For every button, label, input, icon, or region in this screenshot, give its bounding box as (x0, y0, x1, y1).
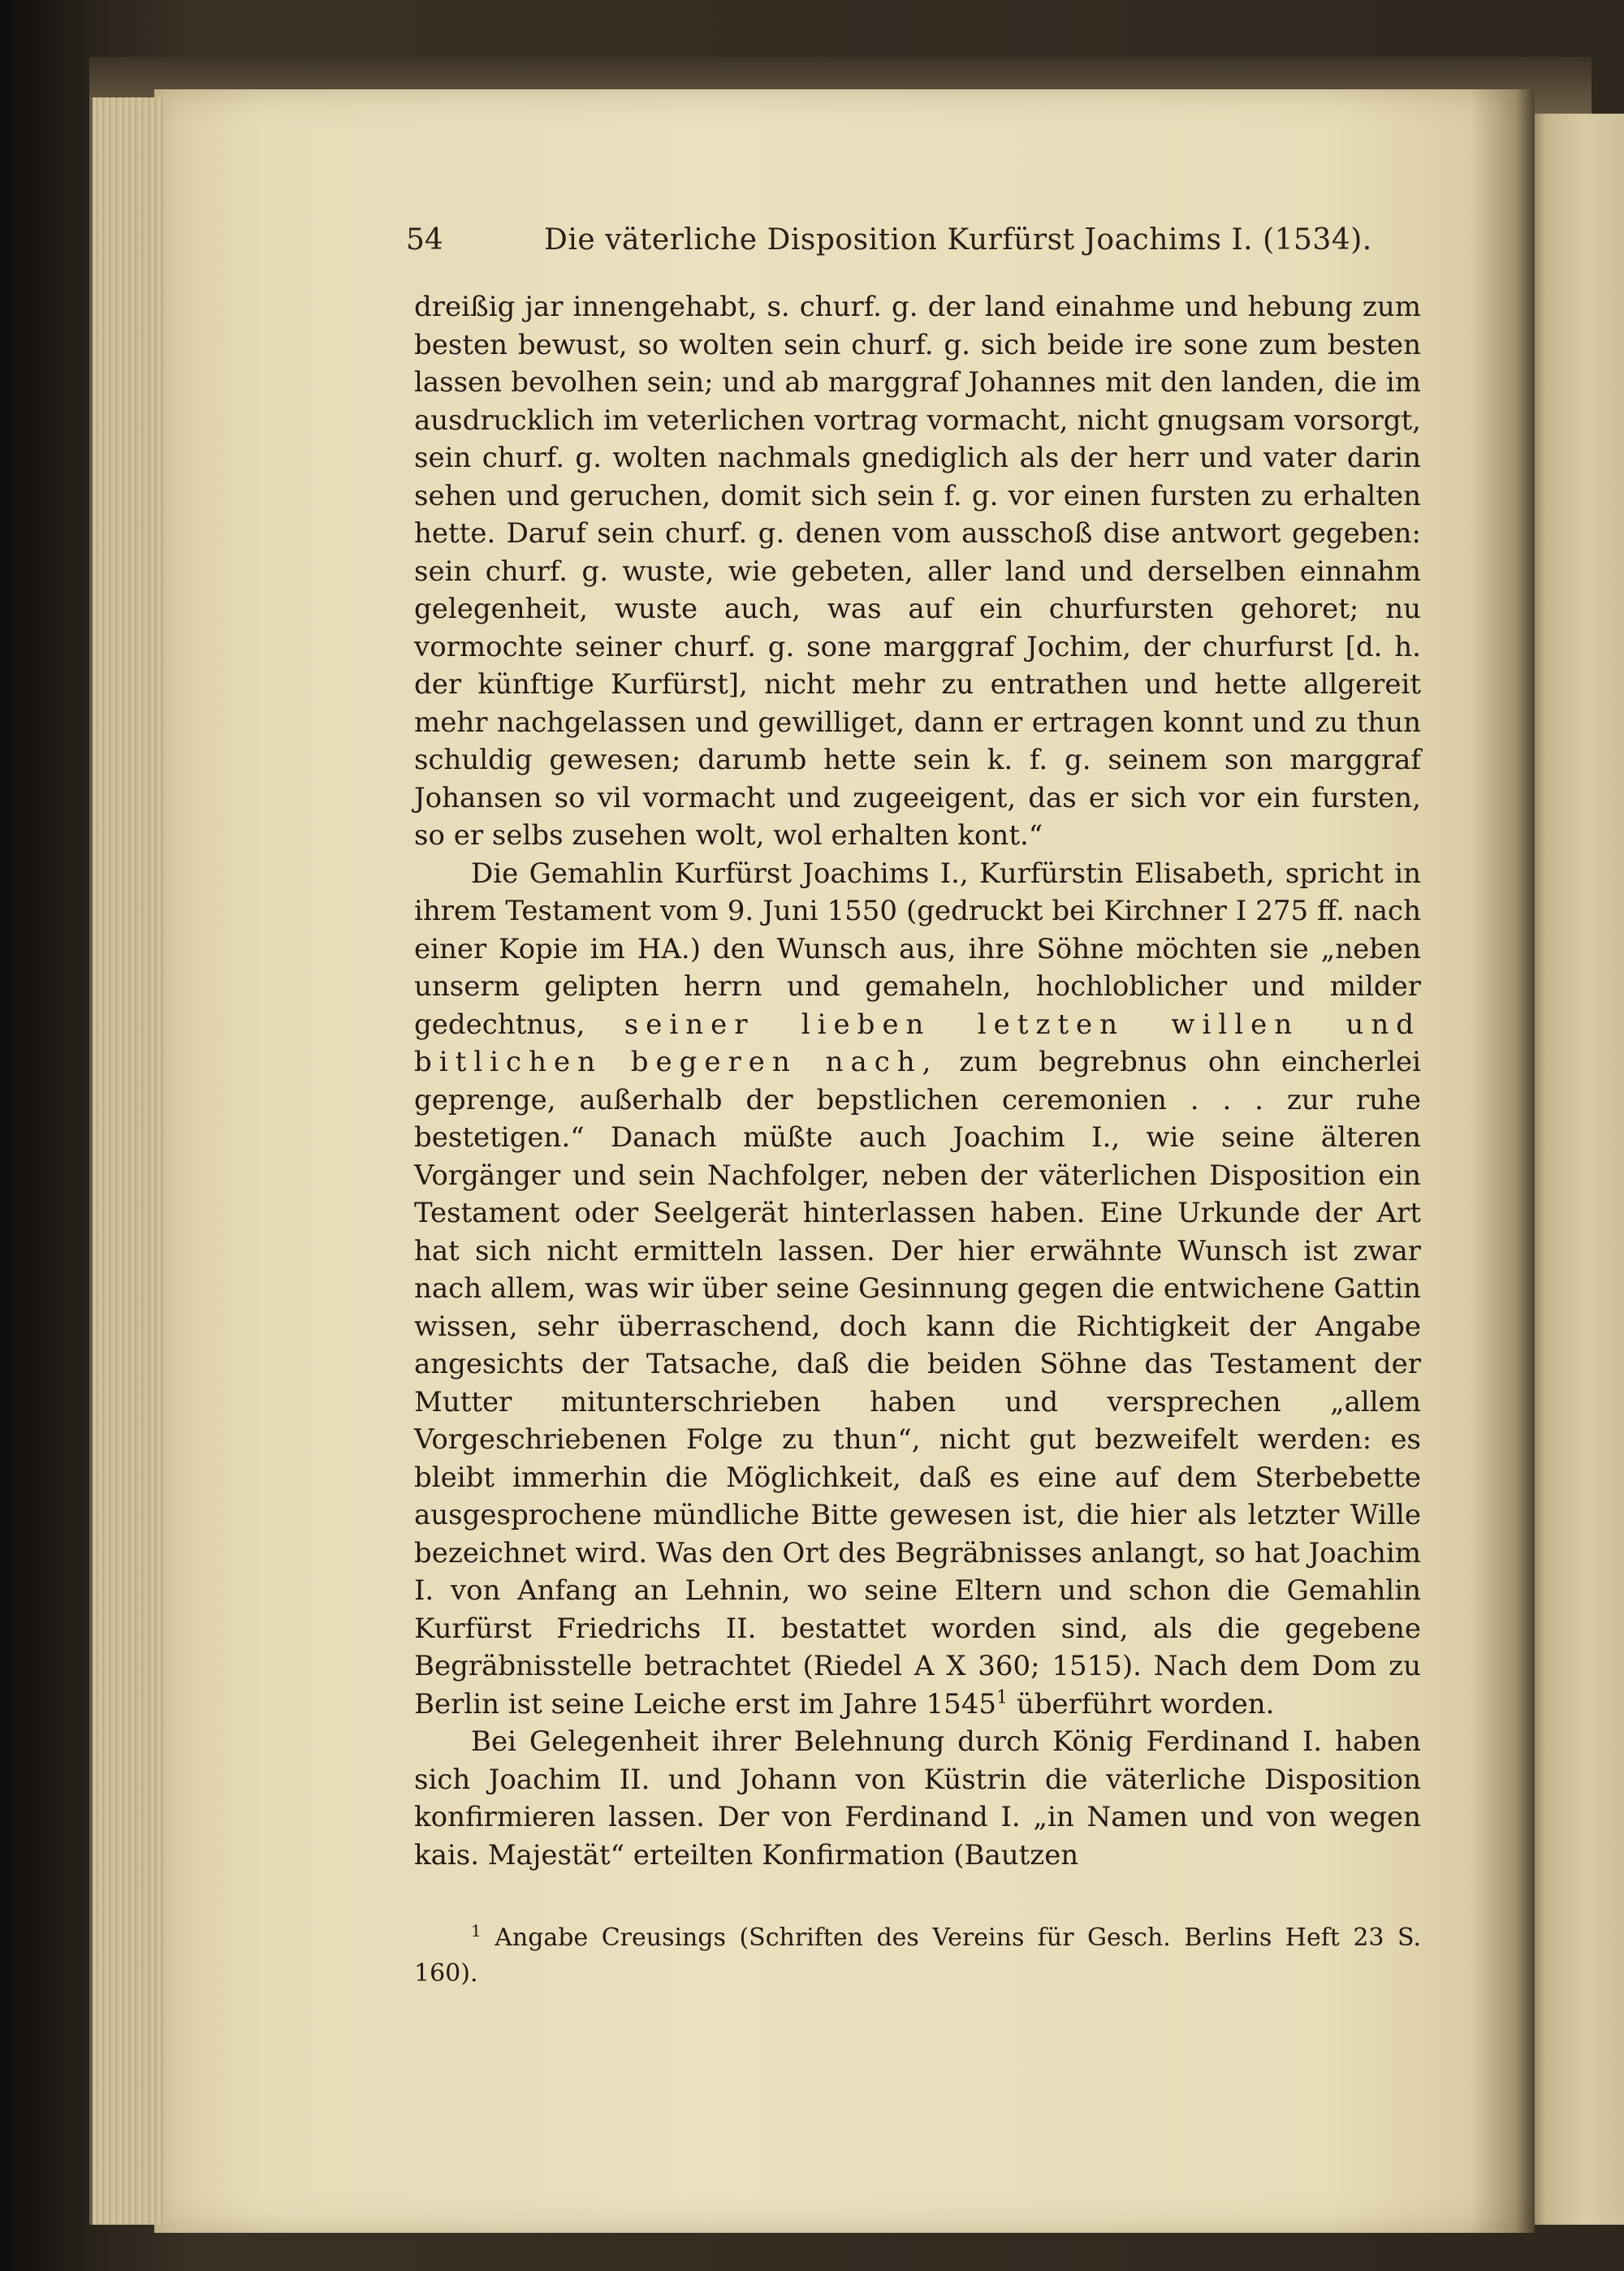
footnote (414, 1920, 1421, 1992)
running-title: Die väterliche Disposition Kurfürst Joachims I. (1534). (544, 223, 1372, 257)
paragraph-1: dreißig jar innengehabt, s. churf. g. der land einahme und hebung zum besten bewust, so wolten sein churf. g. sich beide ire sone zum besten lassen bevolhen sein; und ab marggraf Johannes mit den landen, die im ausdrucklich im veterlichen vortrag vormacht, nicht gnugsam vorsorgt, sein churf. g. wolten nachmals gnediglich als der herr und vater darin sehen und geruchen, domit sich sein f. g. vor einen fursten zu erhalten hette. Daruf sein churf. g. denen vom ausschoß dise antwort gegeben: sein churf. g. wuste, wie gebeten, aller land und derselben einnahm gelegenheit, wuste auch, was auf ein churfursten gehoret; nu vormochte seiner churf. g. sone marggraf Jochim, der churfurst [d. h. der künftige Kurfürst], nicht mehr zu entrathen und hette allgereit mehr nachgelassen und gewilliget, dann er ertragen konnt und zu thun schuldig gewesen; darumb hette sein k. f. g. seinem son marggraf Johansen so vil vormacht und zugeeigent, das er sich vor ein fursten, so er selbs zusehen wolt, wol erhalten kont.“ (414, 291, 1421, 852)
footnote-number: 1 (471, 1921, 482, 1941)
page-number: 54 (406, 223, 443, 257)
gutter-shadow (1470, 89, 1535, 2233)
main-text (414, 288, 1421, 1874)
paragraph-2-part-2: zum begrebnus ohn eincherlei geprenge, außerhalb der bepstlichen ceremonien . . . zur ruhe bestetigen.“ Danach müßte auch Joachim I., wie seine älteren Vorgänger und sein Nachfolger, neben der väterlichen Disposition ein Testament oder Seelgerät hinterlassen haben. Eine Urkunde der Art hat sich nicht ermitteln lassen. Der hier erwähnte Wunsch ist zwar nach allem, was wir über seine Gesinnung gegen die entwichene Gattin wissen, sehr überraschend, doch kann die Richtigkeit der Angabe angesichts der Tatsache, daß die beiden Söhne das Testament der Mutter mitunterschrieben haben und versprechen „allem Vorgeschriebenen Folge zu thun“, nicht gut bezweifelt werden: es bleibt immerhin die Möglichkeit, daß es eine auf dem Sterbebette ausgesprochene mündliche Bitte gewesen ist, die hier als letzter Wille bezeichnet wird. Was den Ort des Begräbnisses anlangt, so hat Joachim I. von Anfang an Lehnin, wo seine Eltern und schon die Gemahlin Kurfürst Friedrichs II. bestattet worden sind, als die gegebene Begräbnisstelle betrachtet (Riedel A X 360; 1515). Nach dem Dom zu Berlin ist seine Leiche erst im Jahre (414, 1046, 1421, 1721)
page-header (406, 223, 1421, 264)
paragraph-2 (414, 855, 1421, 1724)
paragraph-2-spaced-emphasis: seiner lieben letzten willen und bitlichen begeren nach, (414, 1008, 1421, 1078)
paragraph-2-end: überführt worden. (1016, 1687, 1275, 1721)
page-block-edge (89, 97, 166, 2225)
facing-page-edge (1527, 114, 1624, 2225)
paragraph-2-part-1: Die Gemahlin Kurfürst Joachims I., Kurfürstin Elisabeth, spricht in ihrem Testament vom 9. Juni 1550 (gedruckt bei Kirchner I 275 ff. nach einer Kopie im HA.) den Wunsch aus, ihre Söhne möchten sie „neben unserm gelipten herrn und gemaheln, hochloblicher und milder gedechtnus, (414, 857, 1421, 1041)
paragraph-3: Bei Gelegenheit ihrer Belehnung durch König Ferdinand I. haben sich Joachim II. und Johann von Küstrin die väterliche Disposition konfirmieren lassen. Der von Ferdinand I. „in Namen und von wegen kais. Majestät“ erteilten Konfirmation (Bautzen (414, 1725, 1421, 1872)
footnote-text: Angabe Creusings (Schriften des Vereins für Gesch. Berlins Heft 23 S. 160). (414, 1923, 1421, 1988)
footnote-reference[interactable]: 1 (996, 1687, 1009, 1708)
paragraph-2-year: 1545 (926, 1687, 997, 1721)
